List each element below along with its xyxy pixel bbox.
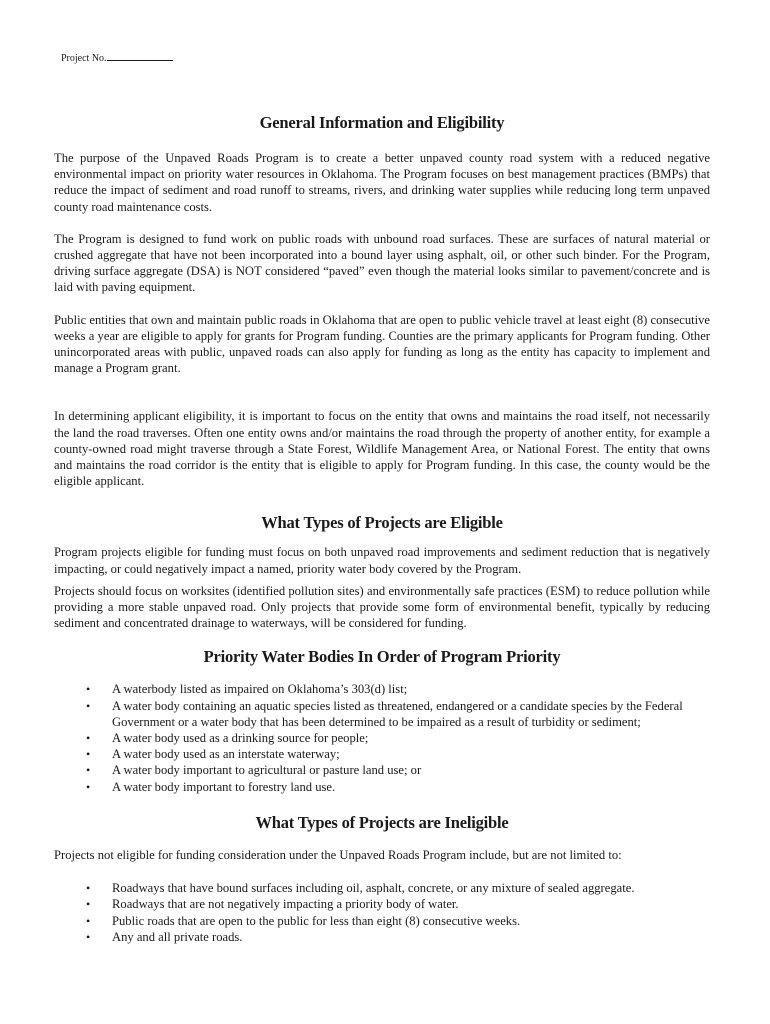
bullet-icon: •	[86, 747, 91, 762]
bullet-icon: •	[86, 929, 91, 944]
project-number-field	[61, 51, 173, 64]
list-item: • Any and all private roads.	[86, 929, 243, 944]
ineligible-projects-list	[54, 880, 710, 945]
eligible-projects-heading: What Types of Projects are Eligible	[261, 513, 503, 533]
bullet-icon: •	[86, 698, 91, 713]
list-item: • A water body containing an aquatic species listed as threatened, endangered or a candidate species by the Federal Government or a water body that has been determined to be impaired as a result of turbidity or sediment;	[86, 698, 683, 729]
bullet-icon: •	[86, 731, 91, 746]
bullet-icon: •	[86, 881, 91, 896]
project-number-blank	[107, 51, 173, 61]
ineligible-projects-heading: What Types of Projects are Ineligible	[255, 812, 509, 832]
general-paragraph-1: The purpose of the Unpaved Roads Program is to create a better unpaved county road system with a reduced negative environmental impact on priority water resources in Oklahoma. The Program focuses on best management practices (BMPs) that reduce the impact of sediment and road runoff to streams, rivers, and drinking water supplies while reducing long term unpaved county road maintenance costs.	[54, 151, 710, 214]
bullet-icon: •	[86, 913, 91, 928]
list-item: • A water body used as a drinking source for people;	[86, 731, 369, 746]
ineligible-paragraph-1: Projects not eligible for funding consideration under the Unpaved Roads Program include, but are not limited to:	[54, 847, 622, 862]
general-paragraph-2: The Program is designed to fund work on public roads with unbound road surfaces. These are surfaces of natural material or crushed aggregate that have not been incorporated into a bound layer using asphalt, oil, or other such binder. For the Program, driving surface aggregate (DSA) is NOT considered “paved” even though the material looks similar to pavement/concrete and is laid with paving equipment.	[54, 231, 710, 295]
general-paragraph-4: In determining applicant eligibility, it is important to focus on the entity that owns and maintains the road itself, not necessarily the land the road traverses. Often one entity owns and/or maintains the road through the property of another entity, for example a county-owned road might traverse through a State Forest, Wildlife Management Area, or National Forest. The entity that owns and maintains the road corridor is the entity that is eligible to apply for Program funding. In this case, the county would be the eligible applicant.	[54, 409, 710, 489]
bullet-icon: •	[86, 682, 91, 697]
list-item: • Roadways that have bound surfaces including oil, asphalt, concrete, or any mixture of sealed aggregate.	[86, 881, 635, 896]
bullet-icon: •	[86, 763, 91, 778]
priority-water-bodies-heading: Priority Water Bodies In Order of Program Priority	[203, 647, 561, 667]
list-item: • A waterbody listed as impaired on Oklahoma’s 303(d) list;	[86, 682, 408, 697]
list-item: • A water body important to agricultural or pasture land use; or	[86, 763, 422, 778]
list-item: • A water body important to forestry land use.	[86, 779, 336, 794]
eligible-paragraph-2: Projects should focus on worksites (identified pollution sites) and environmentally safe practices (ESM) to reduce pollution while providing a more stable unpaved road. Only projects that provide some form of environmental benefit, typically by reducing sediment and concentrated drainage to waterways, will be considered for funding.	[54, 583, 710, 631]
general-info-heading: General Information and Eligibility	[259, 113, 505, 132]
document-body	[54, 113, 710, 945]
bullet-icon: •	[86, 779, 91, 794]
list-item: • A water body used as an interstate waterway;	[86, 747, 340, 762]
general-paragraph-3: Public entities that own and maintain public roads in Oklahoma that are open to public vehicle travel at least eight (8) consecutive weeks a year are eligible to apply for grants for Program funding. Counties are the primary applicants for Program funding. Other unincorporated areas with public, unpaved roads can also apply for funding as long as the entity has capacity to implement and manage a Program grant.	[54, 312, 710, 376]
eligible-paragraph-1: Program projects eligible for funding must focus on both unpaved road improvements and sediment reduction that is negatively impacting, or could negatively impact a named, priority water body covered by the Program.	[54, 545, 710, 576]
list-item: • Public roads that are open to the public for less than eight (8) consecutive weeks.	[86, 913, 521, 928]
priority-water-bodies-list	[54, 681, 710, 794]
bullet-icon: •	[86, 897, 91, 912]
project-number-label: Project No.	[61, 53, 107, 64]
list-item: • Roadways that are not negatively impacting a priority body of water.	[86, 897, 459, 912]
